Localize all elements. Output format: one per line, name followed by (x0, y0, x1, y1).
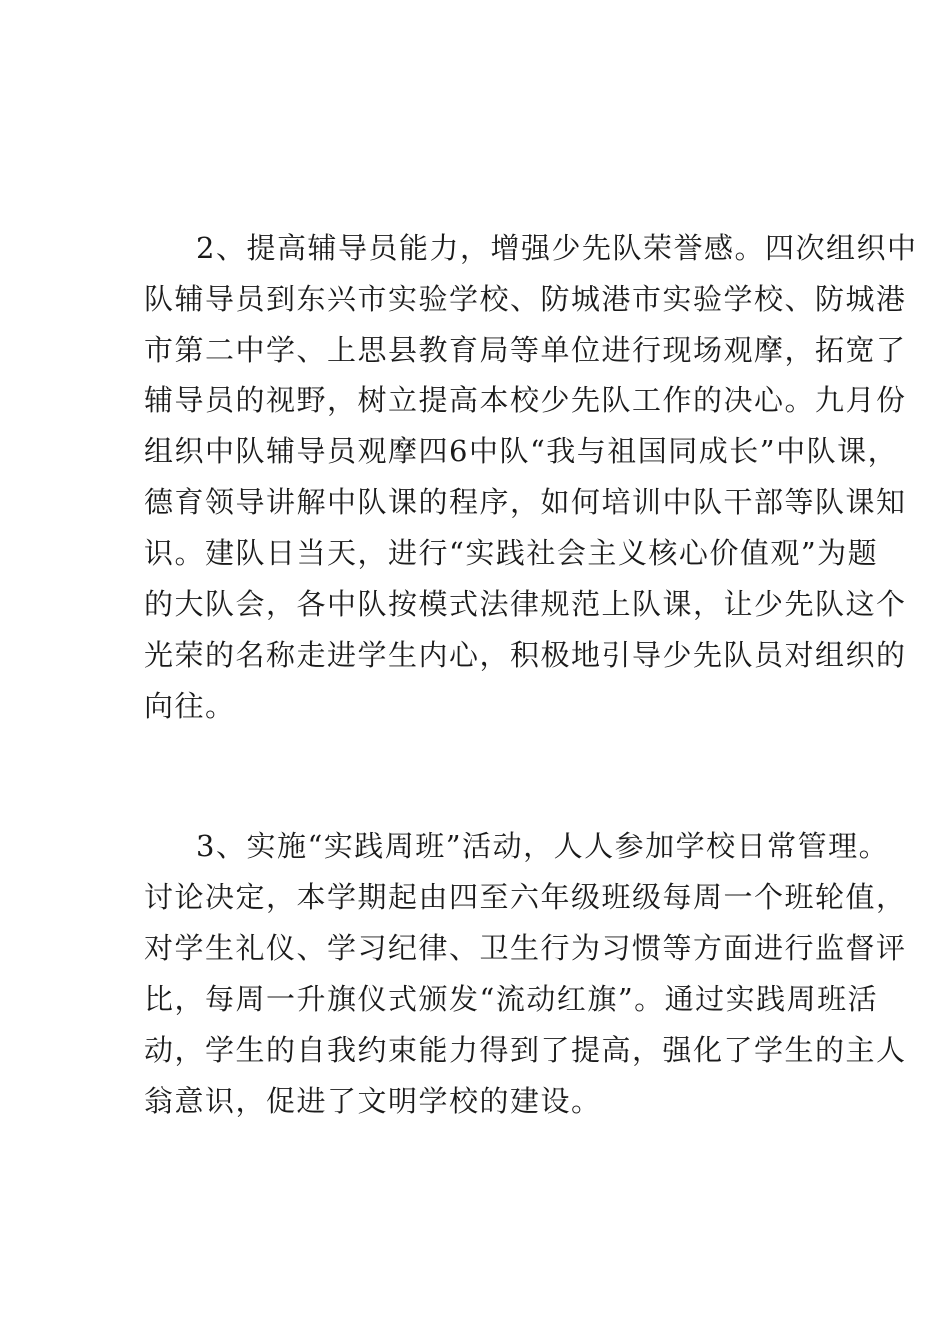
paragraph-line: 对学生礼仪、学习纪律、卫生行为习惯等方面进行监督评 (144, 931, 907, 965)
paragraph-line: 市第二中学、上思县教育局等单位进行现场观摩，拓宽了 (144, 333, 907, 367)
paragraph-line: 讨论决定，本学期起由四至六年级班级每周一个班轮值， (144, 880, 907, 914)
paragraph-line: 2、提高辅导员能力，增强少先队荣誉感。四次组织中 (196, 231, 918, 265)
paragraph-line: 3、实施“实践周班”活动，人人参加学校日常管理。 (196, 829, 890, 863)
paragraph-line: 光荣的名称走进学生内心，积极地引导少先队员对组织的 (144, 638, 907, 672)
paragraph-line: 动，学生的自我约束能力得到了提高，强化了学生的主人 (144, 1033, 907, 1067)
paragraph-line: 队辅导员到东兴市实验学校、防城港市实验学校、防城港 (144, 282, 907, 316)
paragraph-line: 德育领导讲解中队课的程序，如何培训中队干部等队课知 (144, 485, 907, 519)
paragraph-line: 辅导员的视野，树立提高本校少先队工作的决心。九月份 (144, 383, 907, 417)
paragraph-line: 比，每周一升旗仪式颁发“流动红旗”。通过实践周班活 (144, 982, 879, 1016)
paragraph-line: 向往。 (144, 689, 236, 723)
paragraph-line: 的大队会，各中队按模式法律规范上队课，让少先队这个 (144, 587, 907, 621)
paragraph-line: 识。建队日当天，进行“实践社会主义核心价值观”为题 (144, 536, 879, 570)
paragraph-line: 翁意识，促进了文明学校的建设。 (144, 1084, 602, 1118)
paragraph-line: 组织中队辅导员观摩四6中队“我与祖国同成长”中队课， (144, 434, 899, 468)
